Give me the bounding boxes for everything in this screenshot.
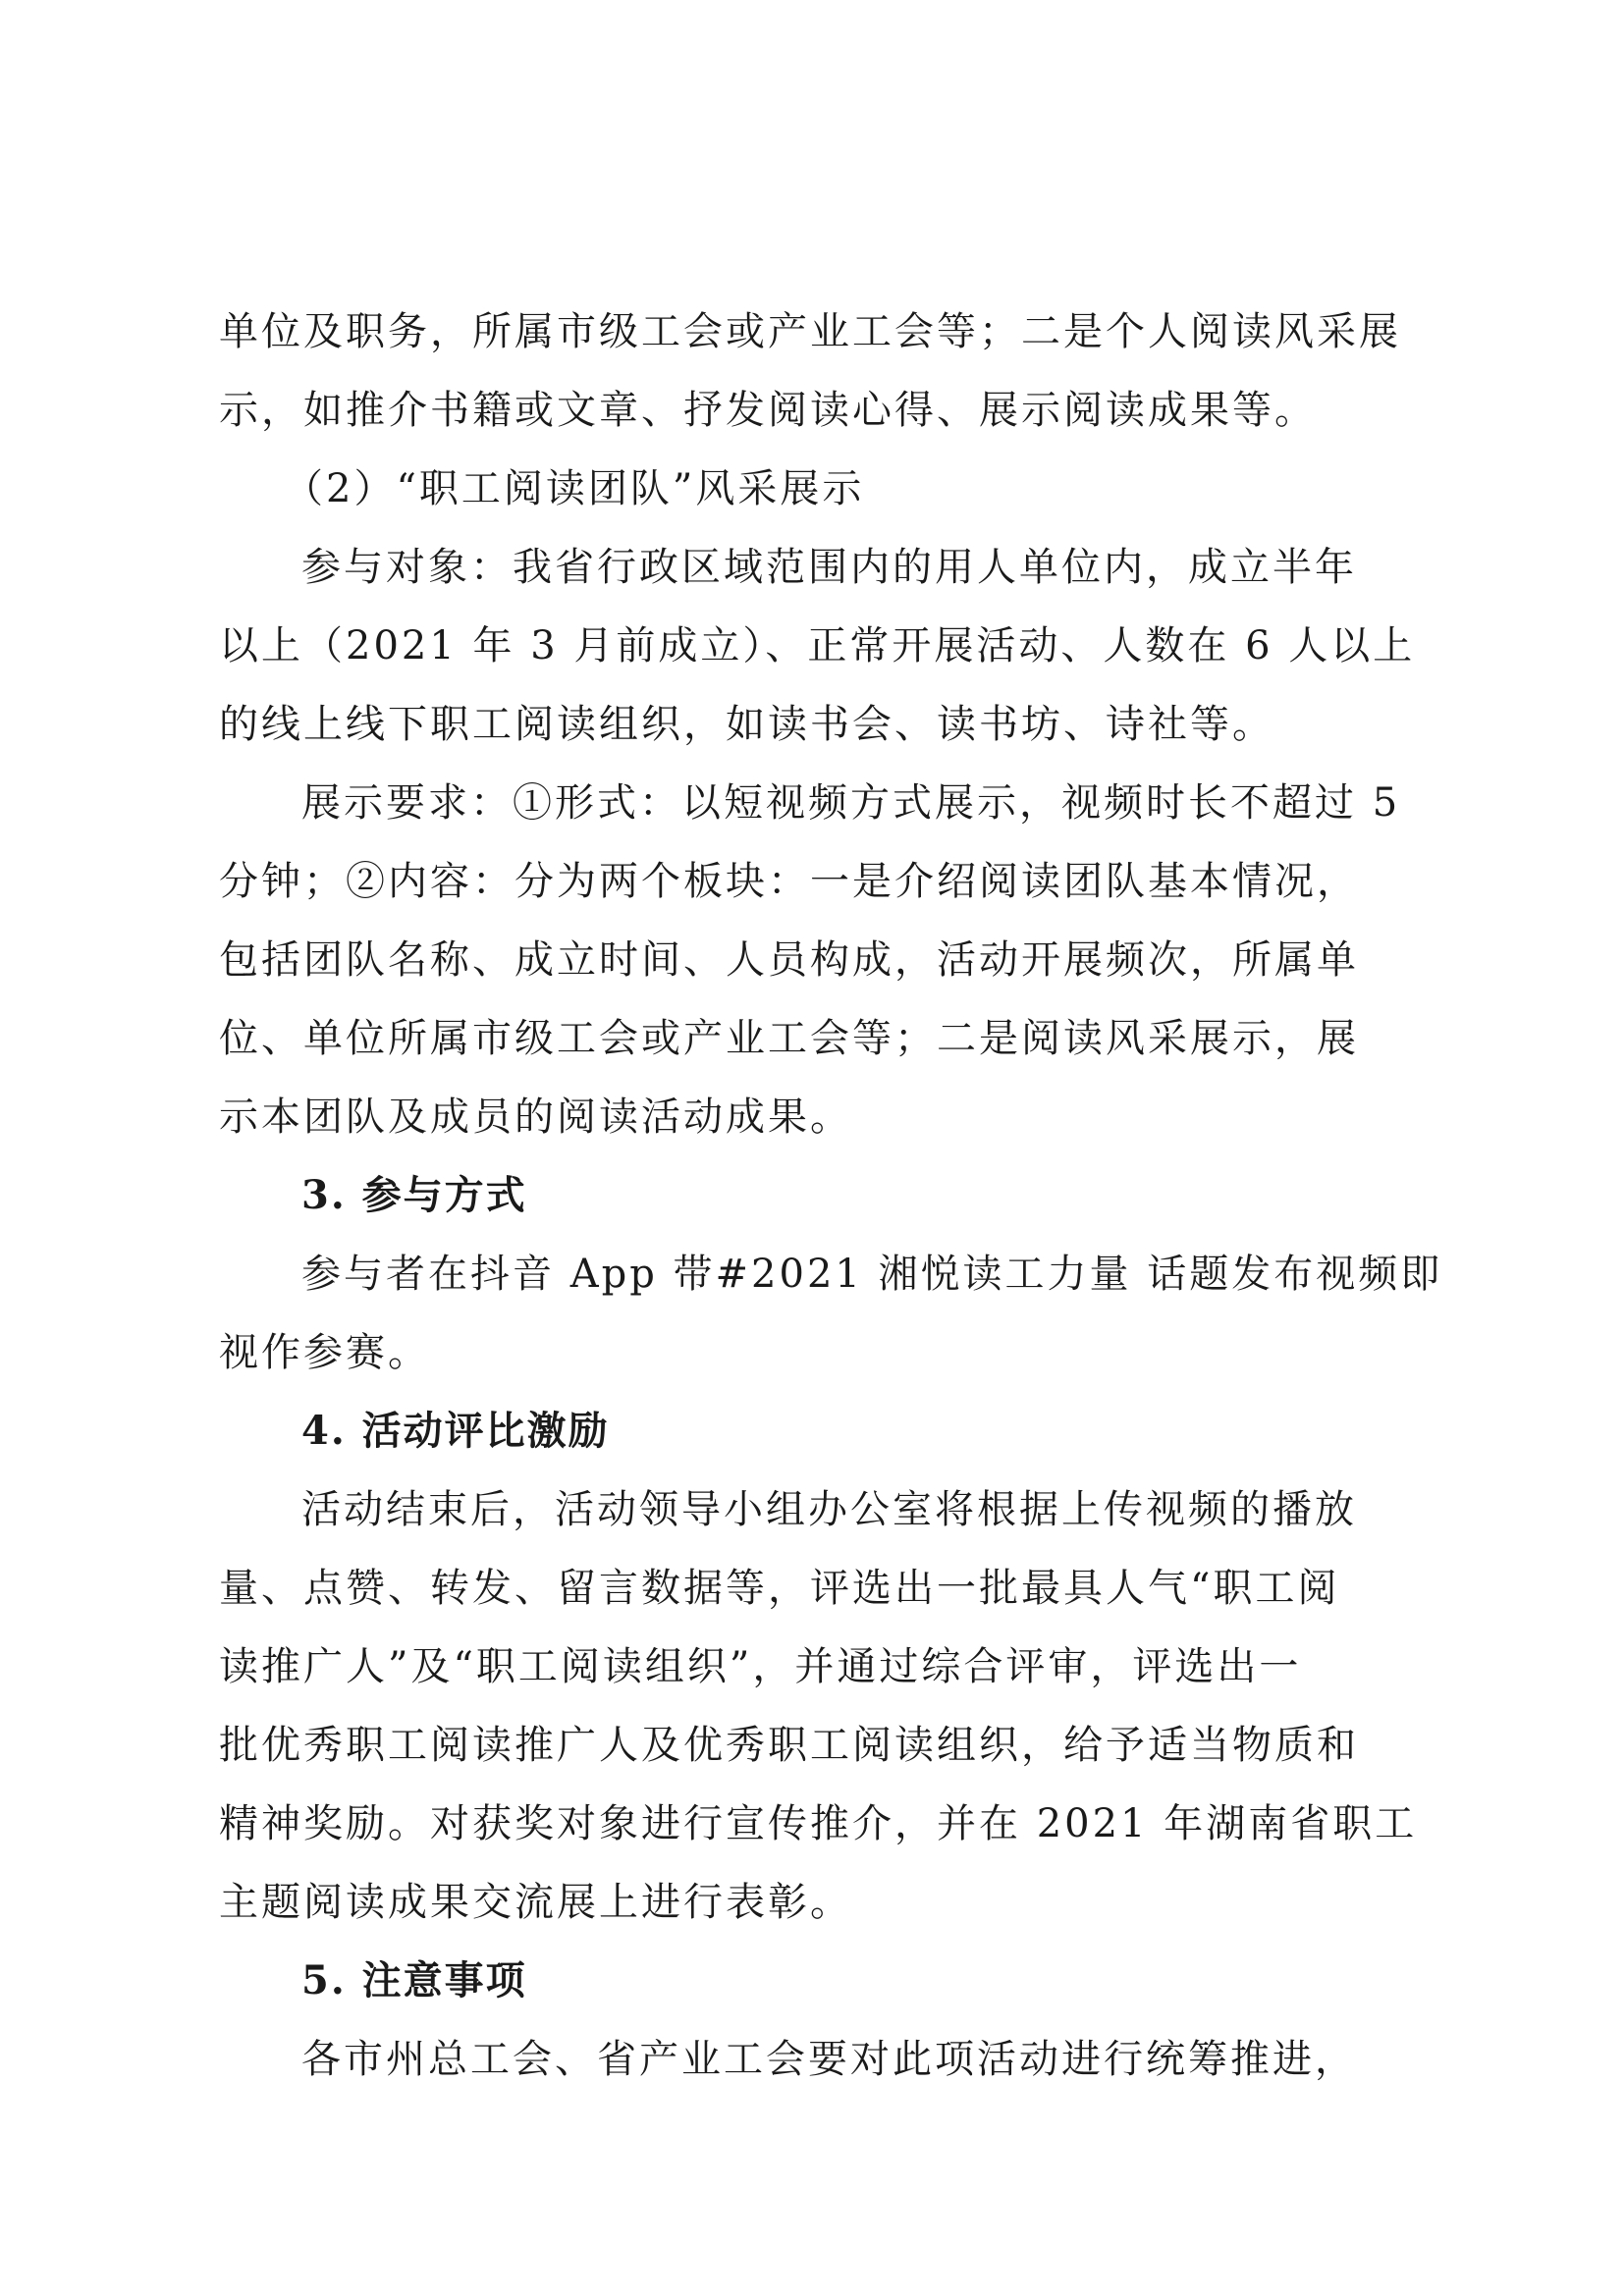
paragraph-line: 批优秀职工阅读推广人及优秀职工阅读组织，给予适当物质和 <box>219 1723 1359 1768</box>
subsection-heading: （2）“职工阅读团队”风采展示 <box>284 466 865 511</box>
paragraph-line: 示，如推介书籍或文章、抒发阅读心得、展示阅读成果等。 <box>219 388 1317 433</box>
paragraph-line: 参与者在抖音 App 带#2021 湘悦读工力量 话题发布视频即 <box>301 1252 1443 1297</box>
paragraph-line: 精神奖励。对获奖对象进行宣传推介，并在 2021 年湖南省职工 <box>219 1801 1418 1846</box>
paragraph-line: 主题阅读成果交流展上进行表彰。 <box>219 1880 852 1925</box>
paragraph-line: 视作参赛。 <box>219 1330 430 1375</box>
section-heading: 4. 活动评比激励 <box>301 1408 610 1454</box>
paragraph-line: 读推广人”及“职工阅读组织”，并通过综合评审，评选出一 <box>219 1644 1302 1689</box>
paragraph-line: 量、点赞、转发、留言数据等，评选出一批最具人气“职工阅 <box>219 1566 1340 1611</box>
paragraph-line: 参与对象：我省行政区域范围内的用人单位内，成立半年 <box>301 545 1357 590</box>
paragraph-line: 包括团队名称、成立时间、人员构成，活动开展频次，所属单 <box>219 937 1359 983</box>
paragraph-line: 各市州总工会、省产业工会要对此项活动进行统筹推进， <box>301 2037 1357 2082</box>
paragraph-line: 以上（2021 年 3 月前成立）、正常开展活动、人数在 6 人以上 <box>219 623 1416 668</box>
paragraph-line: 活动结束后，活动领导小组办公室将根据上传视频的播放 <box>301 1487 1357 1532</box>
paragraph-line: 位、单位所属市级工会或产业工会等；二是阅读风采展示，展 <box>219 1016 1359 1061</box>
paragraph-line: 展示要求：①形式：以短视频方式展示，视频时长不超过 5 <box>301 780 1401 826</box>
section-heading: 3. 参与方式 <box>301 1172 527 1218</box>
paragraph-line: 单位及职务，所属市级工会或产业工会等；二是个人阅读风采展 <box>219 309 1401 354</box>
section-heading: 5. 注意事项 <box>301 1957 527 2003</box>
paragraph-line: 的线上线下职工阅读组织，如读书会、读书坊、诗社等。 <box>219 702 1274 747</box>
paragraph-line: 分钟；②内容：分为两个板块：一是介绍阅读团队基本情况， <box>219 859 1359 904</box>
paragraph-line: 示本团队及成员的阅读活动成果。 <box>219 1095 852 1140</box>
